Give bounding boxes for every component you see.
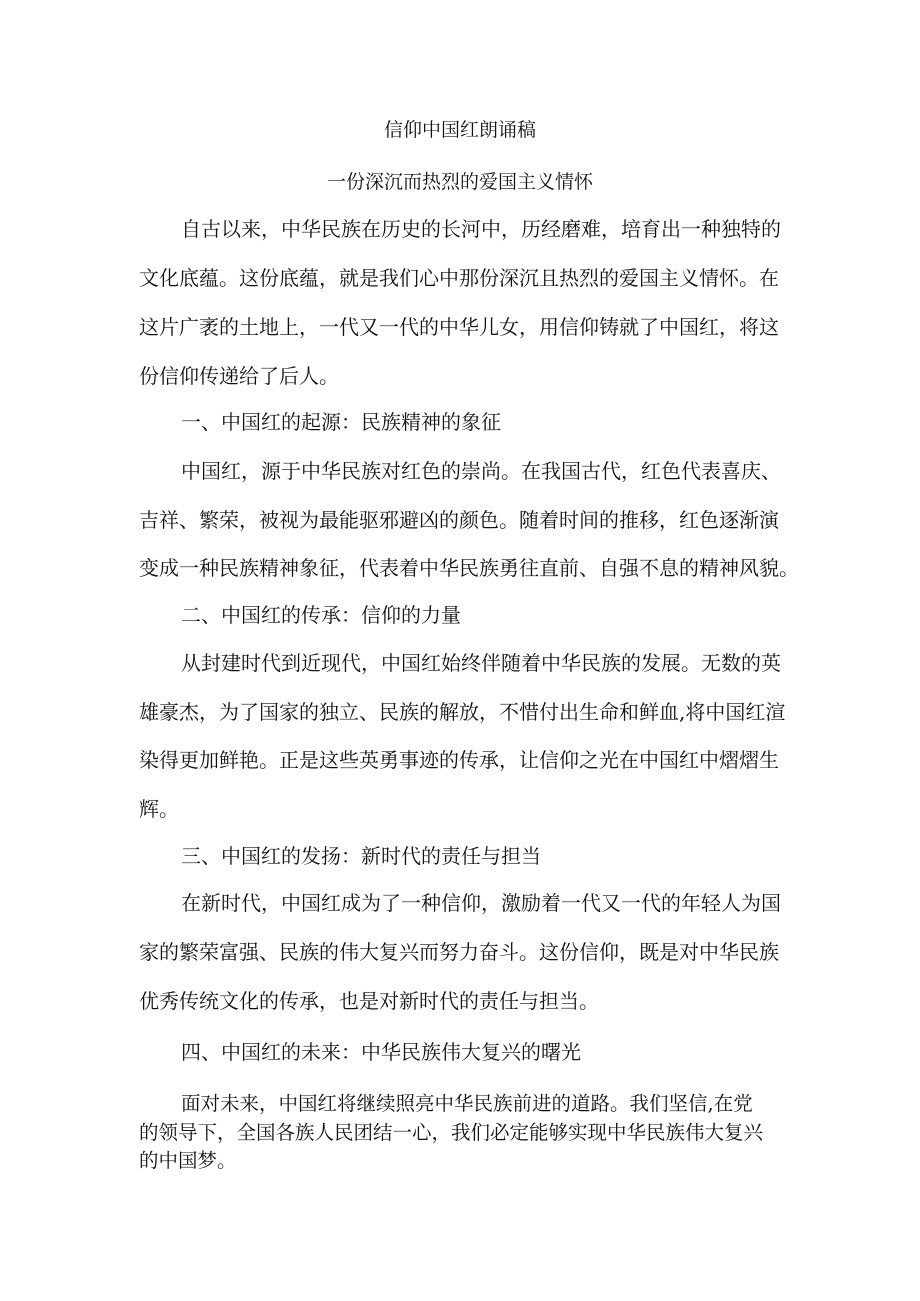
section-line: 雄豪杰，为了国家的独立、民族的解放，不惜付出生命和鲜血,将中国红渲 [139,700,786,724]
section-line: 辉。 [139,797,179,821]
section-line: 在新时代，中国红成为了一种信仰，激励着一代又一代的年轻人为国 [181,891,781,915]
intro-line: 份信仰传递给了后人。 [139,364,339,388]
intro-line: 文化底蕴。这份底蕴，就是我们心中那份深沉且热烈的爱国主义情怀。在 [139,266,779,290]
section-line: 从封建时代到近现代，中国红始终伴随着中华民族的发展。无数的英 [181,651,781,675]
section-line: 吉祥、繁荣，被视为最能驱邪避凶的颜色。随着时间的推移，红色逐渐演 [139,508,779,532]
section-line: 家的繁荣富强、民族的伟大复兴而努力奋斗。这份信仰，既是对中华民族 [139,940,779,964]
section-line: 中国红，源于中华民族对红色的崇尚。在我国古代，红色代表喜庆、 [181,459,781,483]
section-heading: 四、中国红的未来：中华民族伟大复兴的曙光 [181,1040,581,1064]
section-heading: 三、中国红的发扬：新时代的责任与担当 [181,844,541,868]
section-line: 的中国梦。 [139,1149,237,1172]
section-line: 变成一种民族精神象征，代表着中华民族勇往直前、自强不息的精神风貌。 [139,556,799,580]
document-subtitle: 一份深沉而热烈的爱国主义情怀 [326,171,593,193]
intro-line: 这片广袤的土地上，一代又一代的中华儿女，用信仰铸就了中国红，将这 [139,315,779,339]
section-line: 优秀传统文化的传承，也是对新时代的责任与担当。 [139,989,599,1013]
document-title: 信仰中国红朗诵稿 [383,119,536,141]
section-heading: 二、中国红的传承：信仰的力量 [181,603,461,627]
section-heading: 一、中国红的起源：民族精神的象征 [181,410,501,434]
intro-line: 自古以来，中华民族在历史的长河中，历经磨难，培育出一种独特的 [181,217,781,241]
section-line: 染得更加鲜艳。正是这些英勇事迹的传承，让信仰之光在中国红中熠熠生 [139,748,779,772]
section-line: 的领导下，全国各族人民团结一心，我们必定能够实现中华民族伟大复兴 [139,1121,764,1144]
section-line: 面对未来，中国红将继续照亮中华民族前进的道路。我们坚信,在党 [181,1092,753,1115]
